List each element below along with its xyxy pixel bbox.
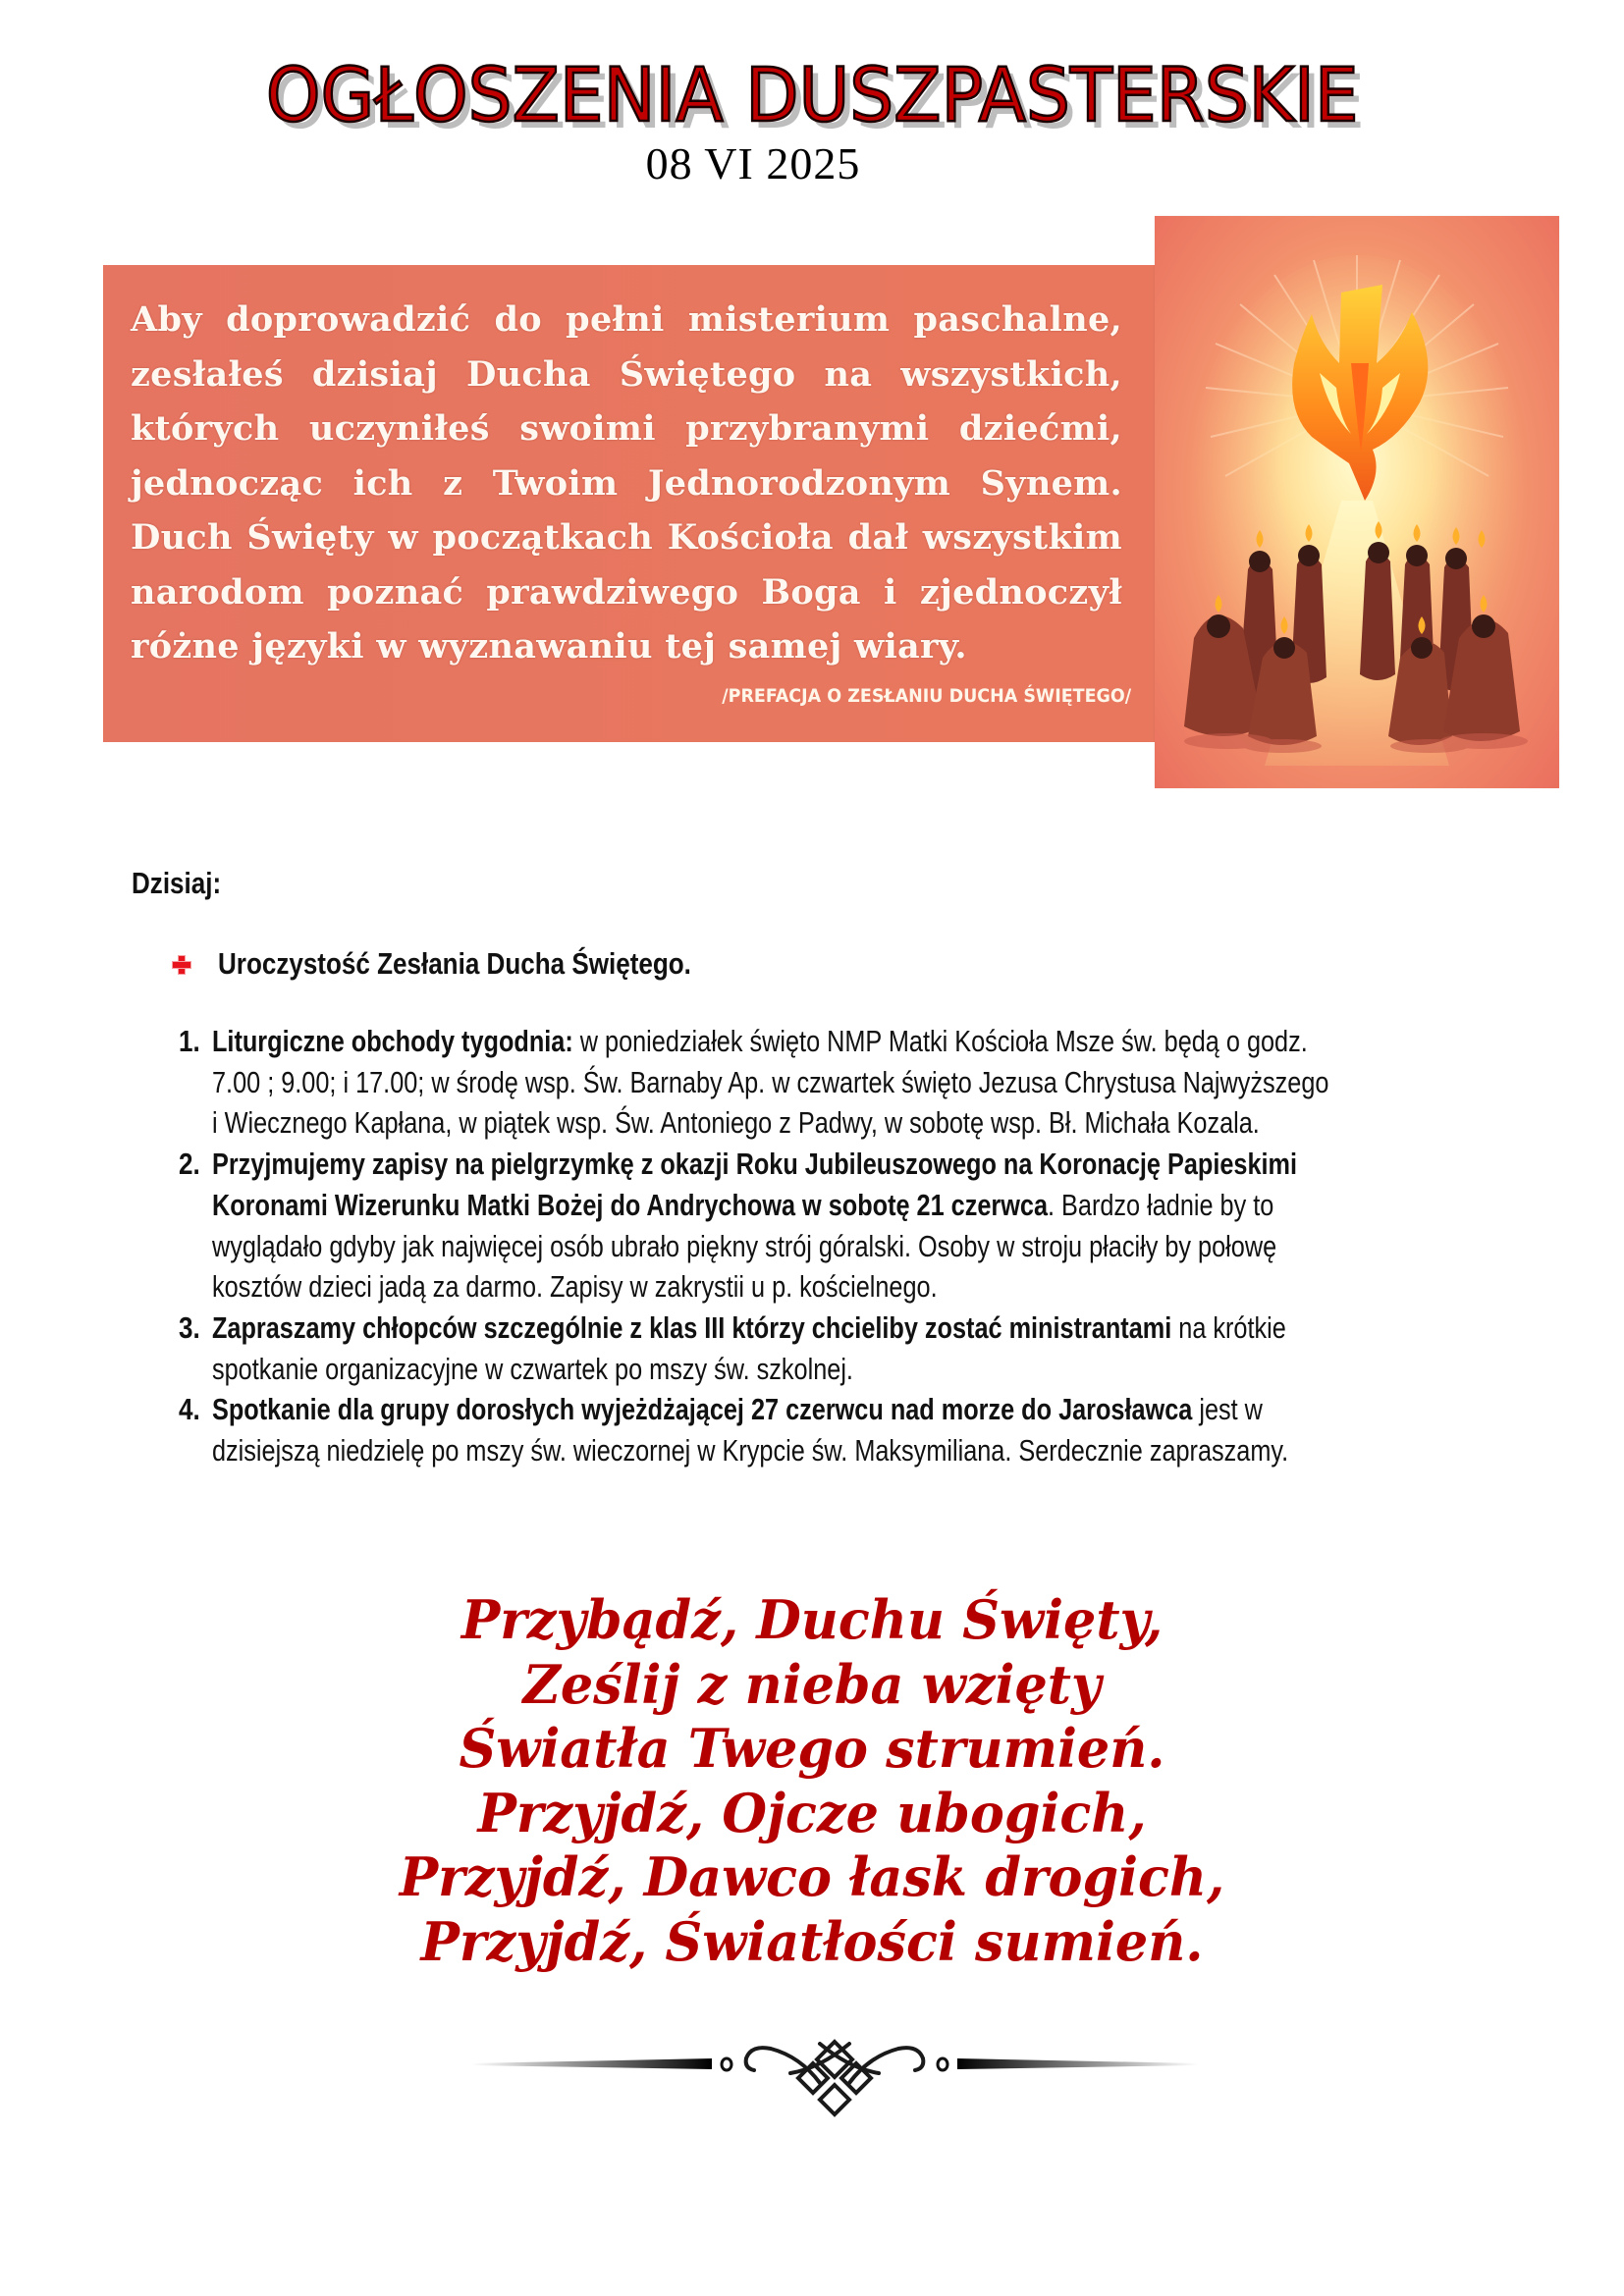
hymn-line: Przyjdź, Światłości sumień. (420, 1909, 1204, 1973)
announcement-line (212, 1102, 1305, 1144)
quote-line: Duch Święty w początkach Kościoła dał wszystkim (131, 517, 1122, 558)
announcement-item (179, 1308, 1553, 1389)
ornament-divider (466, 2034, 1203, 2122)
today-feast (173, 944, 782, 984)
announcement-line (212, 1062, 1329, 1103)
announcement-item (179, 1021, 1553, 1144)
announcement-text: i Wiecznego Kapłana, w piątek wsp. Św. Antoniego z Padwy, w sobotę wsp. Bł. Michała Kozala. (212, 1105, 1260, 1141)
announcement-text: w poniedziałek święto NMP Matki Kościoła Msze św. będą o godz. (572, 1024, 1308, 1058)
hymn-line: Przyjdź, Dawco łask drogich, (399, 1845, 1225, 1908)
pentecost-illustration (1155, 216, 1559, 788)
announcement-heading: Liturgiczne obchody tygodnia: (212, 1024, 573, 1058)
announcement-text: . Bardzo ładnie by to (1048, 1187, 1274, 1222)
announcement-number: 4. (179, 1392, 200, 1427)
announcements-list (179, 1021, 1553, 1471)
page-date: 08 VI 2025 (645, 138, 861, 188)
announcement-line (212, 1389, 1305, 1430)
today-feast-text: Uroczystość Zesłania Ducha Świętego. (218, 946, 691, 981)
announcement-line (212, 1144, 1305, 1185)
header (0, 51, 1624, 139)
announcement-text: wyglądało gdyby jak najwięcej osób ubrało piękny strój góralski. Osoby w stroju płaciły by połowę (212, 1228, 1277, 1263)
red-cross-icon (173, 956, 190, 974)
quote-attribution: /PREFACJA O ZESŁANIU DUCHA ŚWIĘTEGO/ (722, 685, 1131, 707)
announcement-line (212, 1185, 1305, 1226)
page-title: OGŁOSZENIA DUSZPASTERSKIE (265, 51, 1359, 138)
hymn-line: Przyjdź, Ojcze ubogich, (477, 1781, 1147, 1844)
announcement-line (212, 1349, 1305, 1390)
announcement-heading: Spotkanie dla grupy dorosłych wyjeżdżającej 27 czerwcu nad morze do Jarosławca (212, 1392, 1193, 1427)
announcement-number: 2. (179, 1147, 200, 1182)
quote-line: różne języki w wyznawaniu tej samej wiary. (131, 626, 967, 667)
announcement-text: 7.00 ; 9.00; i 17.00; w środę wsp. Św. Barnaby Ap. w czwartek święto Jezusa Chrystusa Najwyższego (212, 1064, 1329, 1099)
quote-line: Aby doprowadzić do pełni misterium paschalne, (131, 299, 1122, 340)
quote-line: narodom poznać prawdziwego Boga i zjednoczył (131, 571, 1122, 613)
quote-line: których uczyniłeś swoimi przybranymi dziećmi, (131, 408, 1122, 449)
announcement-number: 1. (179, 1024, 200, 1058)
announcement-text: jest w (1192, 1392, 1263, 1427)
announcement-item (179, 1389, 1553, 1470)
announcement-heading: Koronami Wizerunku Matki Bożej do Andrychowa w sobotę 21 czerwca (212, 1187, 1048, 1222)
quote-line: jednocząc ich z Twoim Jednorodzonym Synem. (131, 462, 1122, 504)
hymn-line: Światła Twego strumień. (459, 1717, 1165, 1780)
announcement-line (212, 1021, 1308, 1062)
quote-line: zesłałeś dzisiaj Ducha Świętego na wszystkich, (131, 353, 1122, 395)
announcement-text: dzisiejszą niedzielę po mszy św. wieczornej w Krypcie św. Maksymiliana. Serdecznie zapraszamy. (212, 1433, 1289, 1468)
announcement-item (179, 1144, 1553, 1308)
today-label: Dzisiaj: (132, 866, 222, 900)
hymn-verse (0, 1588, 1624, 1974)
announcement-line (212, 1266, 1305, 1308)
hymn-line: Przybądź, Duchu Święty, (460, 1588, 1164, 1651)
preface-banner (103, 265, 1159, 742)
hymn-line: Ześlij z nieba wzięty (522, 1652, 1102, 1716)
announcement-line (212, 1226, 1305, 1267)
announcement-line (212, 1430, 1305, 1471)
celtic-knot-divider-icon (466, 2034, 1203, 2122)
announcement-heading: Zapraszamy chłopców szczególnie z klas III którzy chcieliby zostać ministrantami (212, 1309, 1172, 1345)
announcement-number: 3. (179, 1309, 200, 1345)
announcement-text: kosztów dzieci jadą za darmo. Zapisy w zakrystii u p. kościelnego. (212, 1269, 938, 1305)
date-container (0, 135, 1624, 188)
announcement-text: spotkanie organizacyjne w czwartek po mszy św. szkolnej. (212, 1351, 853, 1386)
announcement-line (212, 1308, 1305, 1349)
announcement-text: na krótkie (1171, 1309, 1286, 1345)
pentecost-dove-icon (1155, 216, 1559, 788)
preface-quote (131, 293, 1122, 674)
announcement-heading: Przyjmujemy zapisy na pielgrzymkę z okazji Roku Jubileuszowego na Koronację Papieskimi (212, 1147, 1297, 1182)
